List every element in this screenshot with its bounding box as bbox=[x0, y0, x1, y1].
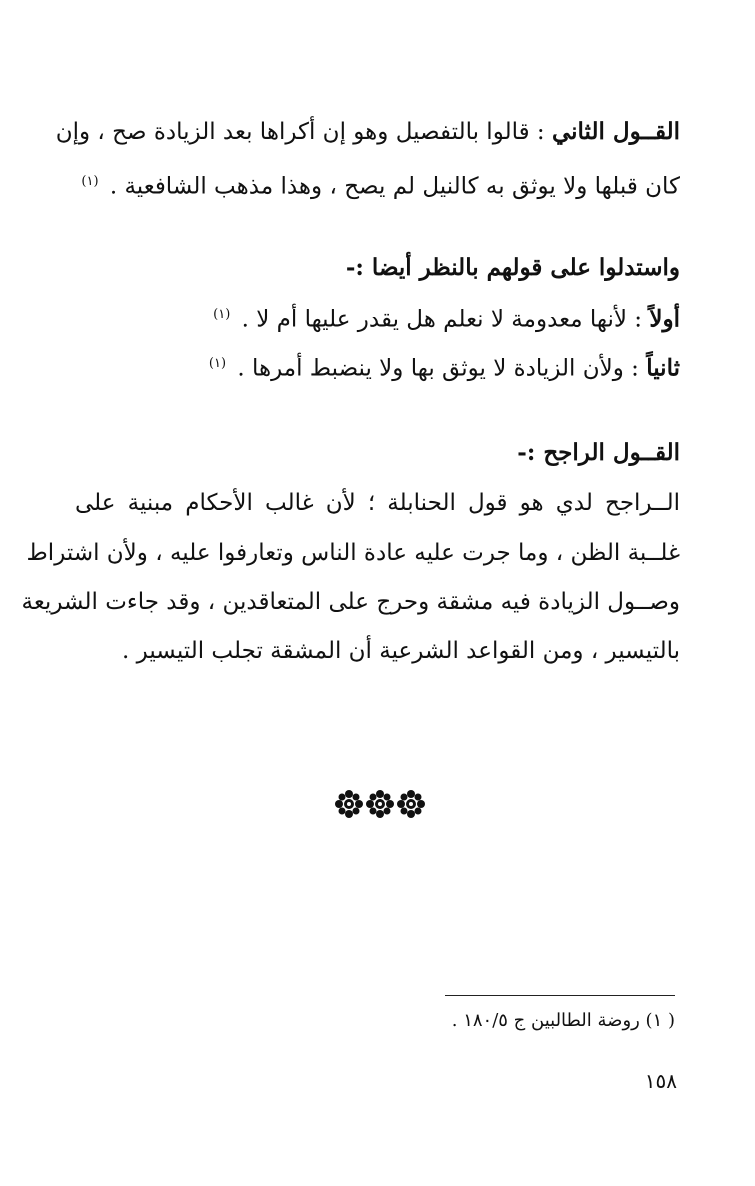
para3-line4: بالتيسير ، ومن القواعد الشرعية أن المشقة تجلب التيسير . bbox=[122, 638, 680, 664]
second-text: : ولأن الزيادة لا يوثق بها ولا ينضبط أمرها . bbox=[237, 355, 639, 382]
para3-line3: وصــول الزيادة فيه مشقة وحرج على المتعاقدين ، وقد جاءت الشريعة bbox=[21, 589, 680, 615]
second-label: ثانياً bbox=[646, 354, 680, 382]
para1-line2 bbox=[75, 167, 680, 202]
para1-heading: القــول الثاني bbox=[551, 118, 680, 145]
page-number: ١٥٨ bbox=[644, 1069, 677, 1093]
para1-line1-text: : قالوا بالتفصيل وهو إن أكراها بعد الزيادة صح ، وإن bbox=[55, 119, 545, 145]
para2-second-line bbox=[75, 349, 680, 384]
first-text: : لأنها معدومة لا نعلم هل يقدر عليها أم لا . bbox=[241, 306, 643, 333]
footnote-separator bbox=[445, 995, 675, 996]
second-footnote-ref: (١) bbox=[208, 356, 227, 371]
para2-first-line bbox=[75, 300, 680, 335]
para3-heading: القــول الراجح :- bbox=[517, 439, 680, 466]
para2-heading: واستدلوا على قولهم بالنظر أيضا :- bbox=[345, 254, 680, 281]
section-divider-ornament bbox=[335, 790, 425, 822]
first-footnote-ref: (١) bbox=[213, 307, 231, 322]
para1-line2-text: كان قبلها ولا يوثق به كالنيل لم يصح ، وهذا مذهب الشافعية . bbox=[109, 173, 680, 200]
flower-ornament-icon bbox=[366, 790, 394, 818]
para3-line1: الــراجح لدي هو قول الحنابلة ؛ لأن غالب الأحكام مبنية على bbox=[75, 490, 680, 516]
para3-line2: غلــبة الظن ، وما جرت عليه عادة الناس وتعارفوا عليه ، ولأن اشتراط bbox=[26, 540, 680, 566]
first-label: أولاً bbox=[649, 305, 680, 333]
flower-ornament-icon bbox=[335, 790, 363, 818]
para1-footnote-ref: (١) bbox=[81, 174, 99, 189]
para1-line1 bbox=[55, 117, 680, 147]
footnote: ( ١) روضة الطالبين ج ١٨٠/٥ . bbox=[451, 1010, 675, 1031]
flower-ornament-icon bbox=[397, 790, 425, 818]
